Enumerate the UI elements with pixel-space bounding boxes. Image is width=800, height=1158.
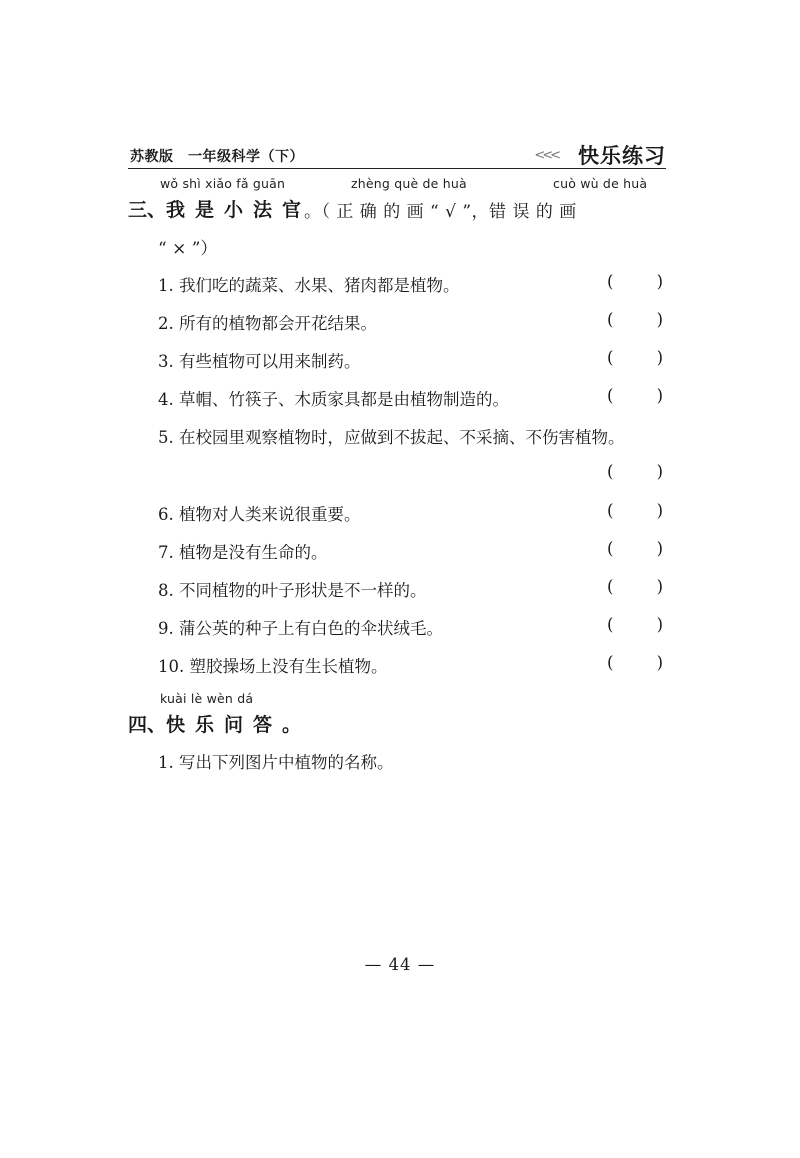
pinyin-section3-title: wǒ shì xiǎo fǎ guān <box>160 176 286 191</box>
section3-instruction: 。（ 正 确 的 画 “ √ ”，错 误 的 画 <box>304 202 577 222</box>
list-item: 10. 塑胶操场上没有生长植物。 <box>158 657 388 676</box>
section4-title-end: 。 <box>282 714 302 736</box>
pinyin-section4-title: kuài lè wèn dá <box>160 691 254 706</box>
section3-heading <box>128 195 311 222</box>
pinyin-section3-correct: zhèng què de huà <box>351 176 467 191</box>
section3-number: 三、 <box>128 199 167 221</box>
pinyin-section3-wrong: cuò wù de huà <box>553 176 648 191</box>
list-item: 3. 有些植物可以用来制药。 <box>158 352 361 371</box>
list-item: 9. 蒲公英的种子上有白色的伞状绒毛。 <box>158 619 443 638</box>
section3-title: 我是小法官 <box>166 199 312 221</box>
list-item: 1. 写出下列图片中植物的名称。 <box>158 753 394 772</box>
section4-title: 快乐问答 <box>166 714 283 736</box>
list-item: 1. 我们吃的蔬菜、水果、猪肉都是植物。 <box>158 276 460 295</box>
list-item: 5. 在校园里观察植物时，应做到不拔起、不采摘、不伤害植物。 <box>158 428 625 447</box>
section4-number: 四、 <box>128 714 167 736</box>
header-title: 快乐练习 <box>578 144 666 168</box>
header-rule <box>128 168 666 169</box>
page-header <box>128 140 666 170</box>
list-item: 8. 不同植物的叶子形状是不一样的。 <box>158 581 427 600</box>
list-item: 6. 植物对人类来说很重要。 <box>158 505 361 524</box>
section3-instruction-cont: “ × ”） <box>158 239 218 259</box>
list-item: 7. 植物是没有生命的。 <box>158 543 328 562</box>
page-number: — 44 — <box>364 955 436 974</box>
list-item: 2. 所有的植物都会开花结果。 <box>158 314 377 333</box>
list-item: 4. 草帽、竹筷子、木质家具都是由植物制造的。 <box>158 390 509 409</box>
book-edition: 苏教版 一年级科学（下） <box>130 149 304 165</box>
section4-heading <box>128 710 301 737</box>
chevron-left-icon: <<< <box>534 148 558 163</box>
